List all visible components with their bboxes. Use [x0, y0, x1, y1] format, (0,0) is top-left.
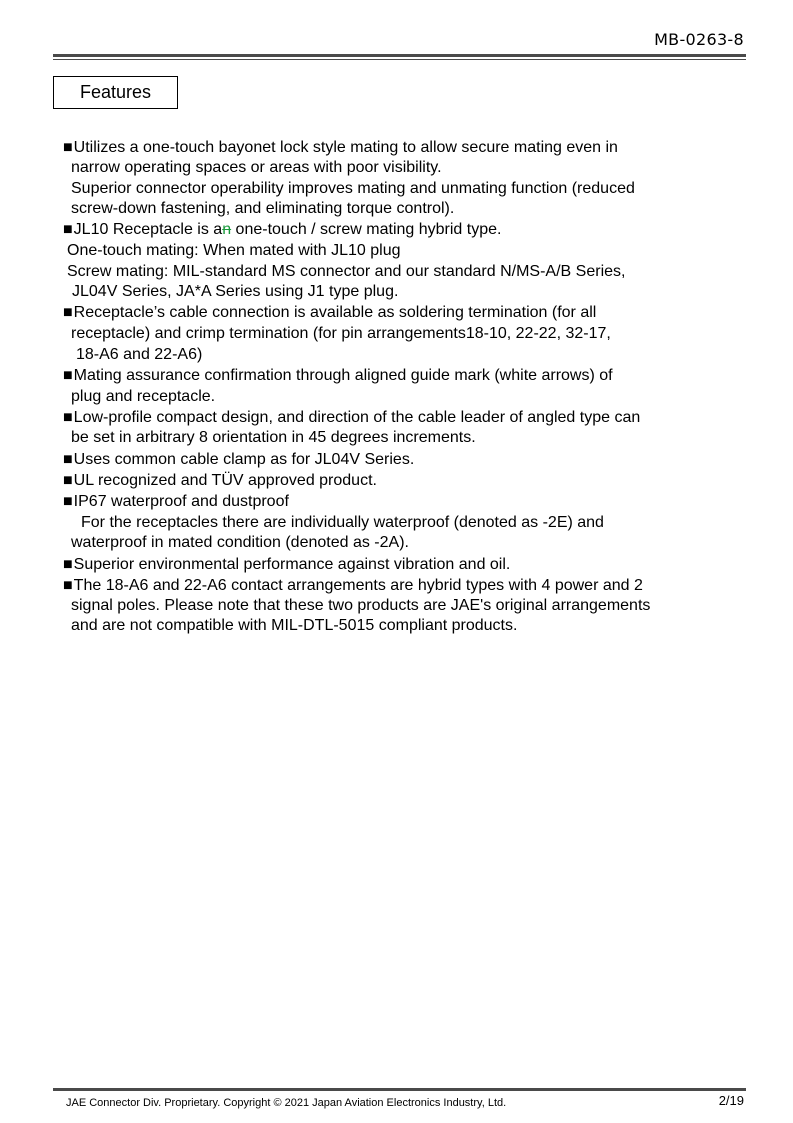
- section-title-box: [53, 76, 178, 109]
- feature-5-line-1: ■Low-profile compact design, and direction of the cable leader of angled type can: [63, 409, 641, 426]
- feature-2-line-4: JL04V Series, JA*A Series using J1 type plug.: [72, 283, 399, 300]
- bullet-square-icon: ■: [63, 221, 73, 238]
- header-rule-thin: [53, 59, 746, 60]
- bullet-square-icon: ■: [63, 493, 73, 510]
- bullet-square-icon: ■: [63, 139, 73, 156]
- feature-5-line-2: be set in arbitrary 8 orientation in 45 degrees increments.: [71, 429, 476, 446]
- bullet-square-icon: ■: [63, 577, 73, 594]
- feature-10-line-3: and are not compatible with MIL-DTL-5015 compliant products.: [71, 617, 518, 634]
- bullet-square-icon: ■: [63, 409, 73, 426]
- feature-2-line-2: One-touch mating: When mated with JL10 plug: [67, 242, 401, 259]
- bullet-square-icon: ■: [63, 367, 73, 384]
- feature-8-line-1: ■IP67 waterproof and dustproof: [63, 493, 289, 510]
- feature-1-line-2: narrow operating spaces or areas with poor visibility.: [71, 159, 442, 176]
- feature-8-line-3: waterproof in mated condition (denoted as -2A).: [71, 534, 409, 551]
- feature-1-line-1: ■Utilizes a one-touch bayonet lock style mating to allow secure mating even in: [63, 139, 618, 156]
- feature-9-line-1: ■Superior environmental performance against vibration and oil.: [63, 556, 511, 573]
- feature-2-line-3: Screw mating: MIL-standard MS connector and our standard N/MS-A/B Series,: [67, 263, 626, 280]
- feature-6-line-1: ■Uses common cable clamp as for JL04V Series.: [63, 451, 415, 468]
- feature-4-line-2: plug and receptacle.: [71, 388, 216, 405]
- page-number: 2/19: [718, 1093, 744, 1108]
- header-rule-thick: [53, 54, 746, 57]
- document-id: MB-0263-8: [654, 30, 744, 49]
- feature-1-line-3: Superior connector operability improves mating and unmating function (reduced: [71, 180, 635, 197]
- feature-3-line-2: receptacle) and crimp termination (for pin arrangements18-10, 22-22, 32-17,: [71, 325, 611, 342]
- bullet-square-icon: ■: [63, 304, 73, 321]
- feature-3-line-3: 18-A6 and 22-A6): [76, 346, 203, 363]
- feature-10-line-2: signal poles. Please note that these two products are JAE's original arrangements: [71, 597, 651, 614]
- tracked-deletion: n: [222, 221, 232, 238]
- feature-7-line-1: ■UL recognized and TÜV approved product.: [63, 472, 377, 489]
- bullet-square-icon: ■: [63, 556, 73, 573]
- feature-4-line-1: ■Mating assurance confirmation through aligned guide mark (white arrows) of: [63, 367, 613, 384]
- feature-2-line-1: ■JL10 Receptacle is an one-touch / screw mating hybrid type.: [63, 221, 502, 238]
- feature-1-line-4: screw-down fastening, and eliminating torque control).: [71, 200, 455, 217]
- bullet-square-icon: ■: [63, 451, 73, 468]
- footer-copyright: JAE Connector Div. Proprietary. Copyright © 2021 Japan Aviation Electronics Industry, Ltd.: [66, 1097, 507, 1109]
- feature-8-line-2: For the receptacles there are individually waterproof (denoted as -2E) and: [81, 514, 604, 531]
- footer-rule: [53, 1088, 746, 1091]
- bullet-square-icon: ■: [63, 472, 73, 489]
- section-title: Features: [79, 82, 152, 102]
- feature-10-line-1: ■The 18-A6 and 22-A6 contact arrangements are hybrid types with 4 power and 2: [63, 577, 643, 594]
- feature-3-line-1: ■Receptacle’s cable connection is available as soldering termination (for all: [63, 304, 597, 321]
